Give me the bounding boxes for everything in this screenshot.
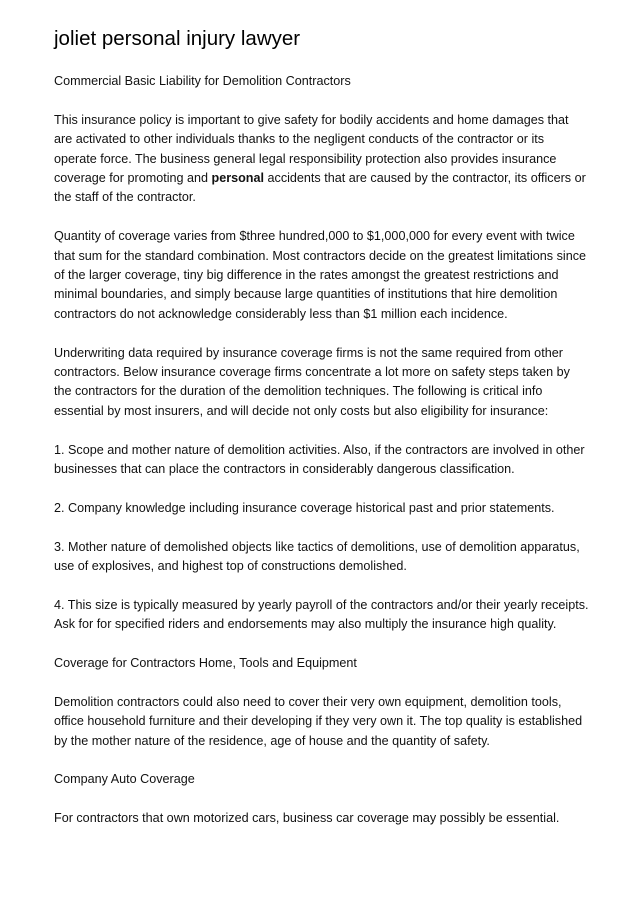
list-item-scope: 1. Scope and mother nature of demolition activities. Also, if the contractors are involved in other businesses that can place the contractors in considerably dangerous classification. xyxy=(54,442,585,477)
paragraph-equipment: Demolition contractors could also need to cover their very own equipment, demolition tools, office household furniture and their developing if they very own it. The top quality is established by the mother nature of the residence, age of house and the quantity of safety. xyxy=(54,694,583,748)
document-title: joliet personal injury lawyer xyxy=(54,27,301,50)
paragraph-text: accidents that are caused by the contractor, its officers or the staff of the contractor. xyxy=(54,171,586,205)
document-page xyxy=(54,26,590,848)
paragraph-auto: For contractors that own motorized cars, business car coverage may possibly be essential. xyxy=(54,811,560,826)
list-item-size: 4. This size is typically measured by yearly payroll of the contractors and/or their yearly receipts. Ask for for specified riders and endorsements may also multiply the insurance high quality. xyxy=(54,597,589,632)
paragraph-liability xyxy=(54,111,590,208)
paragraph-text: This insurance policy is important to give safety for bodily accidents and home damages that are activated to other individuals thanks to the negligent conducts of the contractor or its operate force. The business general legal responsibility protection also provides insurance coverage for promoting and xyxy=(54,112,569,186)
section-heading-home-tools: Coverage for Contractors Home, Tools and Equipment xyxy=(54,656,357,671)
bold-keyword: personal xyxy=(211,171,265,186)
list-item-demolished-objects: 3. Mother nature of demolished objects like tactics of demolitions, use of demolition apparatus, use of explosives, and highest top of constructions demolished. xyxy=(54,539,580,574)
list-item-knowledge: 2. Company knowledge including insurance coverage historical past and prior statements. xyxy=(54,500,555,515)
section-heading-auto: Company Auto Coverage xyxy=(54,772,195,787)
paragraph-underwriting: Underwriting data required by insurance coverage firms is not the same required from other contractors. Below insurance coverage firms concentrate a lot more on safety steps taken by the contractors for the duration of the demolition techniques. The following is critical info essential by most insurers, and will decide not only costs but also eligibility for insurance: xyxy=(54,345,570,418)
paragraph-coverage-quantity: Quantity of coverage varies from $three hundred,000 to $1,000,000 for every event with twice that sum for the standard combination. Most contractors decide on the greatest limitations since of the larger coverage, tiny big difference in the rates amongst the greatest restrictions and minimal boundaries, and simply because large quantities of institutions that hire demolition contractors do not acknowledge considerably less than $1 million each incidence. xyxy=(54,229,587,321)
section-heading-liability: Commercial Basic Liability for Demolition Contractors xyxy=(54,74,351,88)
